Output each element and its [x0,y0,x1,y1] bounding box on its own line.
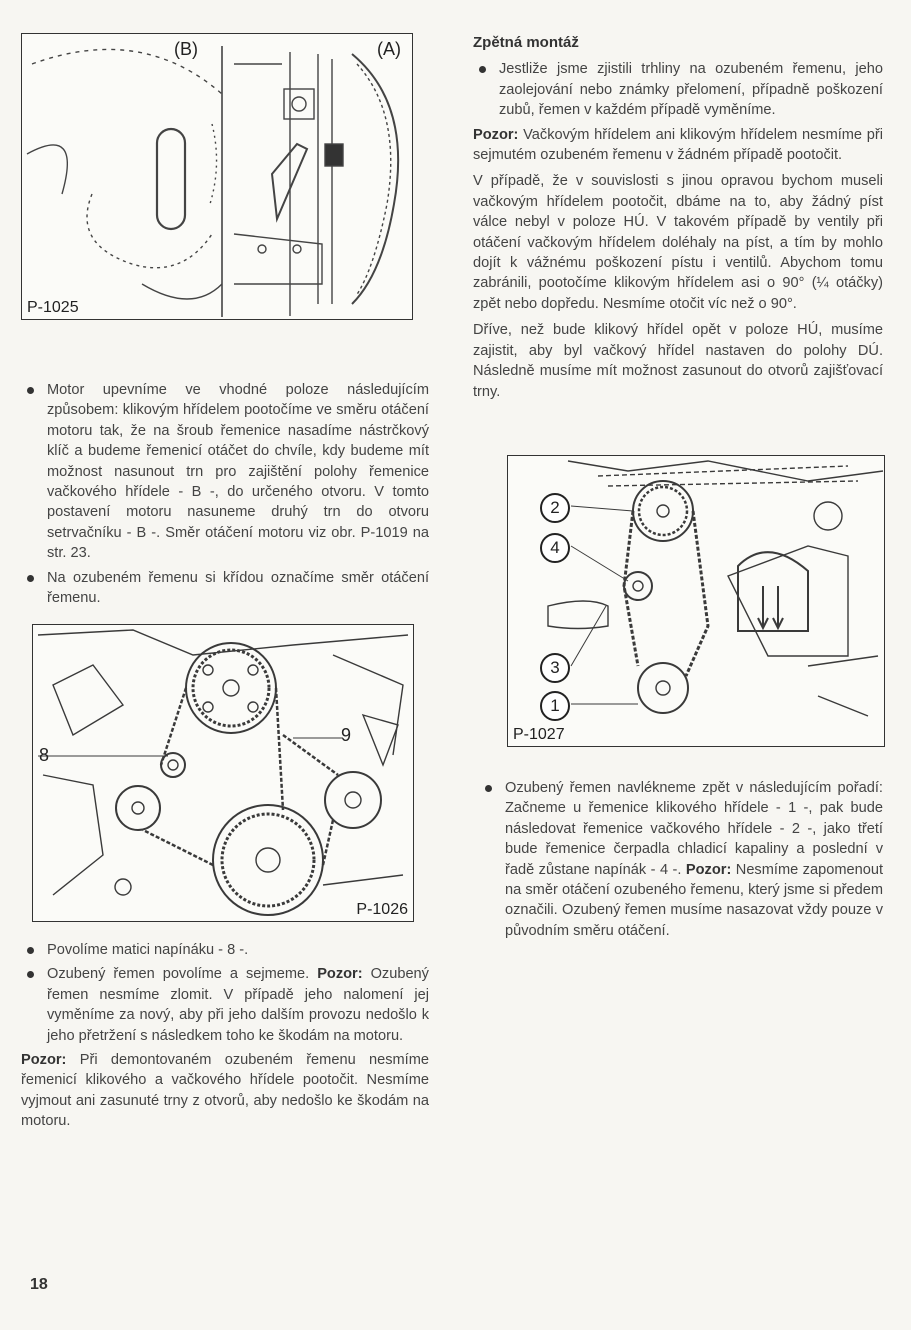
bullet-text: Ozubený řemen navlékneme zpět v následujícím pořadí: Začneme u řemenice klikového hřídele - 1 -, pak bude následovat řemenice vačkového hřídele - 2 -, jako třetí bude řemenice čerpadla chladicí kapaliny a poslední v řadě zůstane napínák - 4 -. [505,780,883,878]
instruction-bullet: Motor upevníme ve vhodné poloze následujícím způsobem: klikovým hřídelem pootočíme ve směru otáčení motoru tak, že na šroub řemenice nasadíme nástrčkový klíč a budeme řemenicí otáčet do chvíle, kdy budeme mít možnost nasunout trn pro zajištění polohy řemenice vačkového hřídele - B -, do určeného otvoru. V tomto postavení motoru nasuneme druhý trn do otvoru setrvačníku - B -. Směr otáčení motoru viz obr. P-1019 na str. 23. [21,380,429,564]
instruction-bullet: Jestliže jsme zjistili trhliny na ozubeném řemenu, jeho zaolejování nebo známky přelomení, případně poškození zubů, řemen v každém případě vyměníme. [473,59,883,120]
figure-p1025 [21,33,413,320]
figure-label: P-1026 [353,901,411,919]
instruction-bullet [479,778,883,941]
figure-p1025-drawing [22,34,412,319]
callout-b: (B) [174,39,198,59]
paragraph: Dříve, než bude klikový hřídel opět v poloze HÚ, musíme zajistit, aby byl vačkový hřídel nastaven do polohy DÚ. Následně musíme mít možnost zasunout do otvorů zajišťovací trny. [473,322,883,400]
right-column-lower [479,778,883,945]
figure-label: P-1025 [24,299,82,317]
bullet-text: Ozubený řemen povolíme a sejmeme. [47,966,310,983]
figure-p1026 [32,624,414,922]
warning-keyword: Pozor: [317,966,363,983]
warning-keyword: Pozor: [21,1052,67,1069]
instruction-bullet [21,964,429,1046]
callout-1: 1 [540,691,570,721]
warning-keyword: Pozor: [685,861,732,878]
paragraph-text: Vačkovým hřídelem ani klikovým hřídelem nesmíme při sejmutém ozubeném řemenu v žádném případě pootočit. [473,126,884,164]
section-heading: Zpětná montáž [473,34,579,51]
left-column-lower [21,940,429,1138]
figure-label: P-1027 [510,726,568,744]
callout-3: 3 [540,653,570,683]
warning-keyword: Pozor: [473,126,519,143]
callout-9: 9 [341,725,352,745]
page-number: 18 [30,1276,48,1293]
instruction-bullet: Na ozubeném řemenu si křídou označíme směr otáčení řemenu. [21,568,429,609]
right-column-upper [473,33,883,408]
warning-paragraph [473,125,883,166]
bullet-text: Nesmíme zapomenout na směr otáčení ozubeného řemenu, který jsme si předem označili. Ozubený řemen musíme nasazovat vždy pouze v původním směru otáčení. [505,861,883,939]
warning-paragraph [21,1050,429,1132]
callout-2: 2 [540,493,570,523]
paragraph-text: Při demontovaném ozubeném řemenu nesmíme řemenicí klikového a vačkového hřídele pootočit. Nesmíme vyjmout ani zasunuté trny z otvorů, aby nedošlo ke škodám na motoru. [21,1052,429,1130]
left-column-upper [21,380,429,612]
paragraph: V případě, že v souvislosti s jinou opravou bychom museli vačkovým hřídelem pootočit, dbáme na to, aby žádný píst válce nebyl v poloze HÚ. V takovém případě by ventily při otáčení vačkovým hřídelem doléhaly na píst, a tím by mohlo dojít k vážnému poškození pístu i ventilů. Abychom tomu zabránili, pootočíme klikovým hřídelem asi o 90° (¼ otáčky) zpět nebo dopředu. Nesmíme otočit víc než o 90°. [473,173,883,312]
callout-a: (A) [377,39,401,59]
bullet-text: Ozubený řemen nesmíme zlomit. V případě jeho nalomení jej vyměníme za nový, aby při jeho dalším provozu nedošlo k jeho přetržení s následkem toho ke škodám na motoru. [47,966,429,1044]
figure-p1027 [507,455,885,747]
callout-8: 8 [39,745,50,765]
callout-4: 4 [540,533,570,563]
figure-p1026-drawing [33,625,413,921]
instruction-bullet: Povolíme matici napínáku - 8 -. [21,940,429,960]
